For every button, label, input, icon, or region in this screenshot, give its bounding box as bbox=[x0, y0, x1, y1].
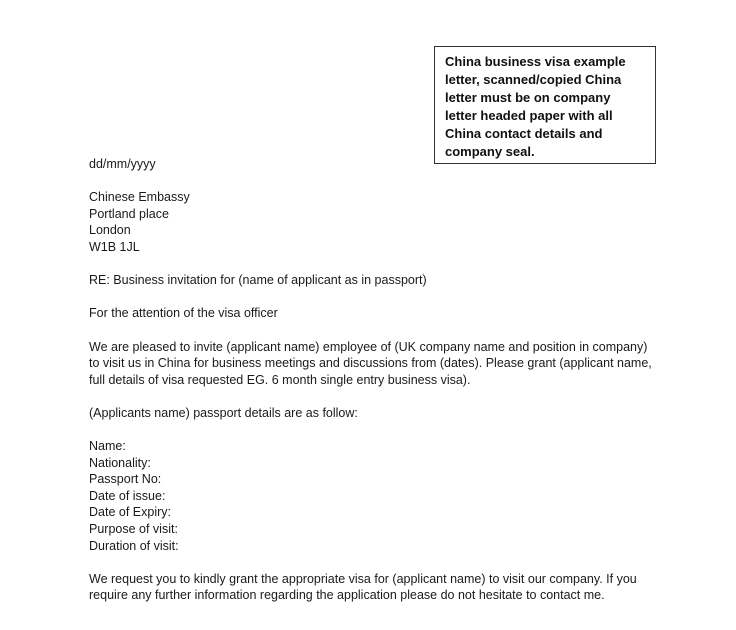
passport-fields bbox=[89, 438, 669, 554]
field-label: Passport No: bbox=[89, 472, 162, 487]
note-box bbox=[434, 46, 656, 164]
spacer bbox=[89, 289, 669, 306]
paragraph-line: full details of visa requested EG. 6 month single entry business visa). bbox=[89, 372, 471, 387]
note-box-text: China business visa example letter, scanned/copied China letter must be on company letter headed paper with all China contact details and company seal. bbox=[445, 54, 626, 159]
field-label: Duration of visit: bbox=[89, 538, 179, 553]
closing-paragraph bbox=[89, 571, 669, 604]
spacer bbox=[89, 388, 669, 405]
address-line: W1B 1JL bbox=[89, 239, 140, 254]
intro-paragraph bbox=[89, 339, 669, 389]
recipient-address bbox=[89, 189, 669, 255]
field-label: Purpose of visit: bbox=[89, 522, 178, 537]
field-label: Date of Expiry: bbox=[89, 505, 171, 520]
spacer bbox=[89, 173, 669, 190]
spacer bbox=[89, 322, 669, 339]
address-line: Chinese Embassy bbox=[89, 190, 190, 205]
passport-intro: (Applicants name) passport details are as follow: bbox=[89, 405, 358, 420]
address-line: London bbox=[89, 223, 131, 238]
spacer bbox=[89, 256, 669, 273]
field-label: Name: bbox=[89, 439, 126, 454]
paragraph-line: require any further information regarding the application please do not hesitate to contact me. bbox=[89, 588, 605, 603]
letter-date: dd/mm/yyyy bbox=[89, 157, 156, 171]
letter-body bbox=[89, 156, 669, 604]
spacer bbox=[89, 554, 669, 571]
attention-line: For the attention of the visa officer bbox=[89, 306, 278, 321]
paragraph-line: We request you to kindly grant the appropriate visa for (applicant name) to visit our company. If you bbox=[89, 571, 637, 586]
re-line: RE: Business invitation for (name of applicant as in passport) bbox=[89, 273, 427, 288]
address-line: Portland place bbox=[89, 206, 169, 221]
spacer bbox=[89, 422, 669, 439]
field-label: Date of issue: bbox=[89, 488, 166, 503]
field-label: Nationality: bbox=[89, 455, 151, 470]
paragraph-line: We are pleased to invite (applicant name) employee of (UK company name and position in company) bbox=[89, 339, 648, 354]
paragraph-line: to visit us in China for business meetings and discussions from (dates). Please grant (applicant name, bbox=[89, 356, 652, 371]
